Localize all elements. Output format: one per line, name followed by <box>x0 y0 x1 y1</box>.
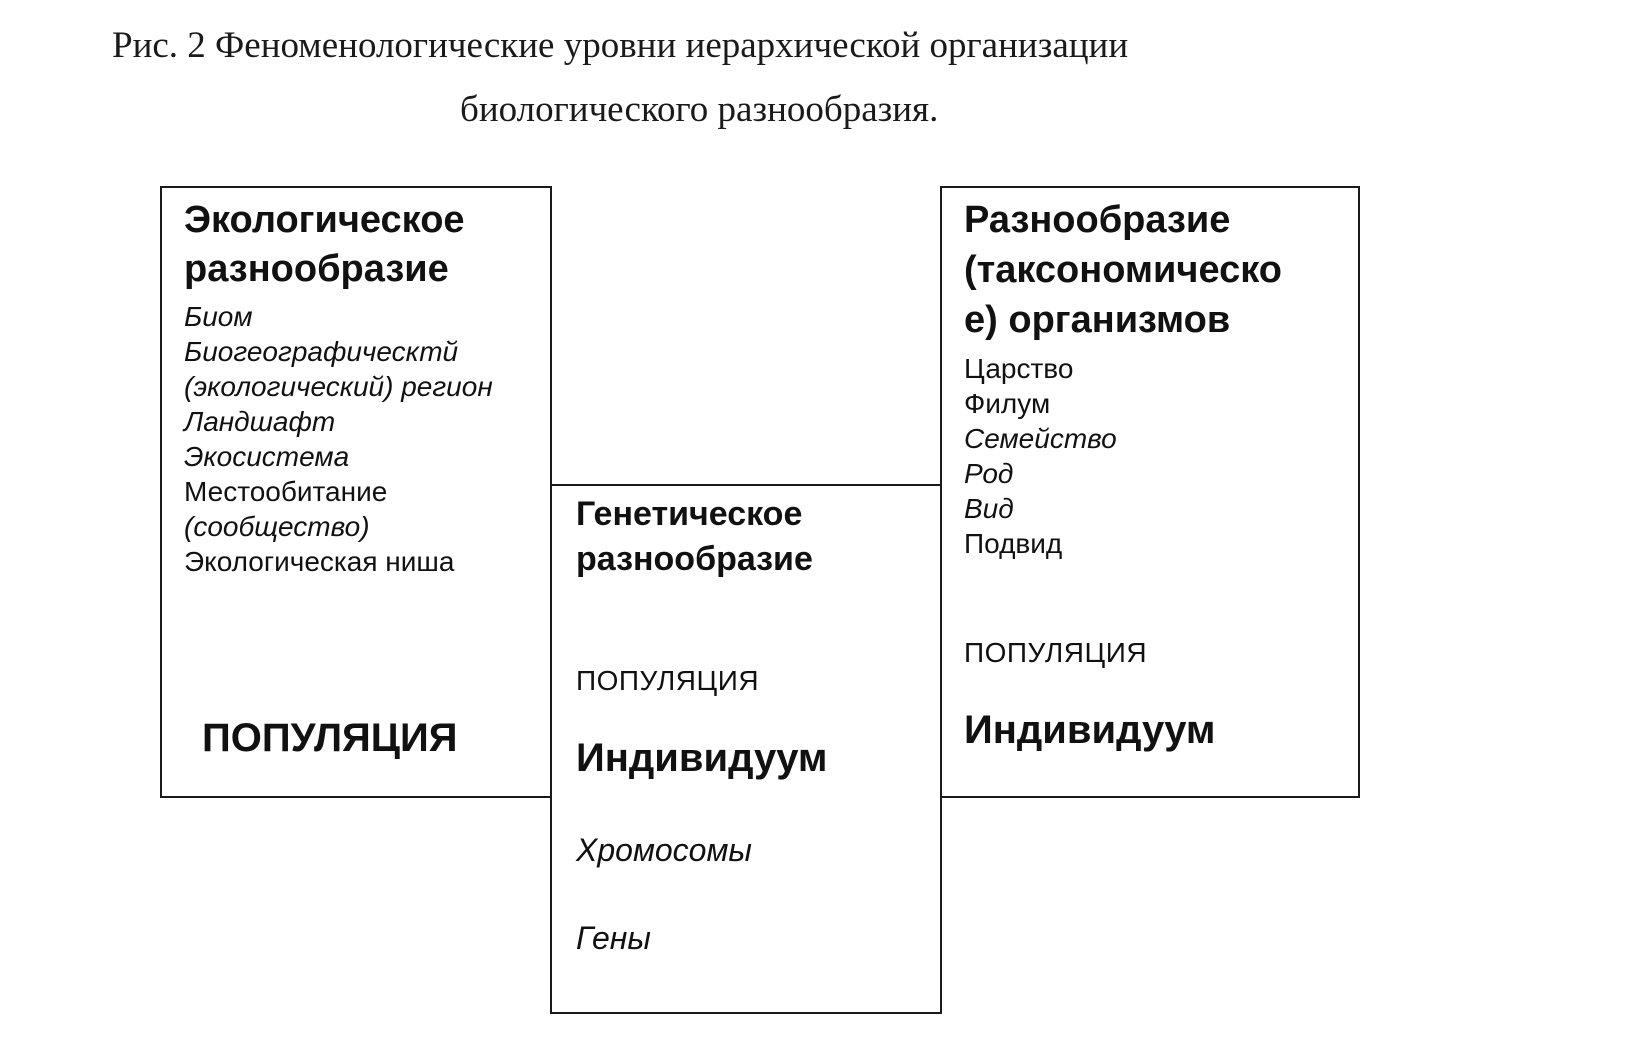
taxonomic-title-line-1: Разнообразие <box>964 199 1231 241</box>
caption-line-1: Рис. 2 Феноменологические уровни иерархической организации <box>112 25 1129 66</box>
ecological-item-niche: Экологическая ниша <box>184 546 455 577</box>
taxonomic-item-subspecies: Подвид <box>964 528 1063 559</box>
ecological-item-region: (экологический) регион <box>184 371 493 402</box>
genetic-chromosomes: Хромосомы <box>576 832 752 868</box>
ecological-diversity-box <box>160 186 552 798</box>
ecological-item-biome: Биом <box>184 301 253 332</box>
ecological-item-landscape: Ландшафт <box>184 406 336 437</box>
taxonomic-item-genus: Род <box>964 458 1014 489</box>
caption-line-2: биологического разнообразия. <box>460 89 939 130</box>
taxonomic-title-line-3 <box>964 294 1230 346</box>
taxonomic-title-line-2: (таксономическо <box>964 249 1282 291</box>
taxonomic-item-phylum: Филум <box>964 388 1051 419</box>
taxonomic-title-line-3-part-2: организмов <box>997 299 1231 341</box>
ecological-population: ПОПУЛЯЦИЯ <box>202 716 458 760</box>
genetic-individual: Индивидуум <box>576 736 828 780</box>
genetic-population: ПОПУЛЯЦИЯ <box>576 665 760 696</box>
ecological-item-habitat: Местообитание <box>184 476 388 507</box>
genetic-title-line-1: Генетическое <box>576 495 803 533</box>
taxonomic-item-species: Вид <box>964 493 1014 524</box>
ecological-title-line-1: Экологическое <box>184 199 465 241</box>
taxonomic-item-family: Семейство <box>964 423 1117 454</box>
ecological-item-biogeographic: Биогеографическтй <box>184 336 459 367</box>
taxonomic-individual: Индивидуум <box>964 708 1216 752</box>
genetic-diversity-box <box>550 484 942 1014</box>
ecological-title-line-2: разнообразие <box>184 248 449 290</box>
taxonomic-title-line-3-part-1: е) <box>964 299 998 341</box>
taxonomic-item-kingdom: Царство <box>964 353 1074 384</box>
ecological-item-ecosystem: Экосистема <box>184 441 350 472</box>
taxonomic-diversity-box <box>940 186 1360 798</box>
taxonomic-population: ПОПУЛЯЦИЯ <box>964 637 1148 668</box>
genetic-title-line-2: разнообразие <box>576 540 813 578</box>
ecological-item-community: (сообщество) <box>184 511 370 542</box>
genetic-genes: Гены <box>576 920 651 956</box>
